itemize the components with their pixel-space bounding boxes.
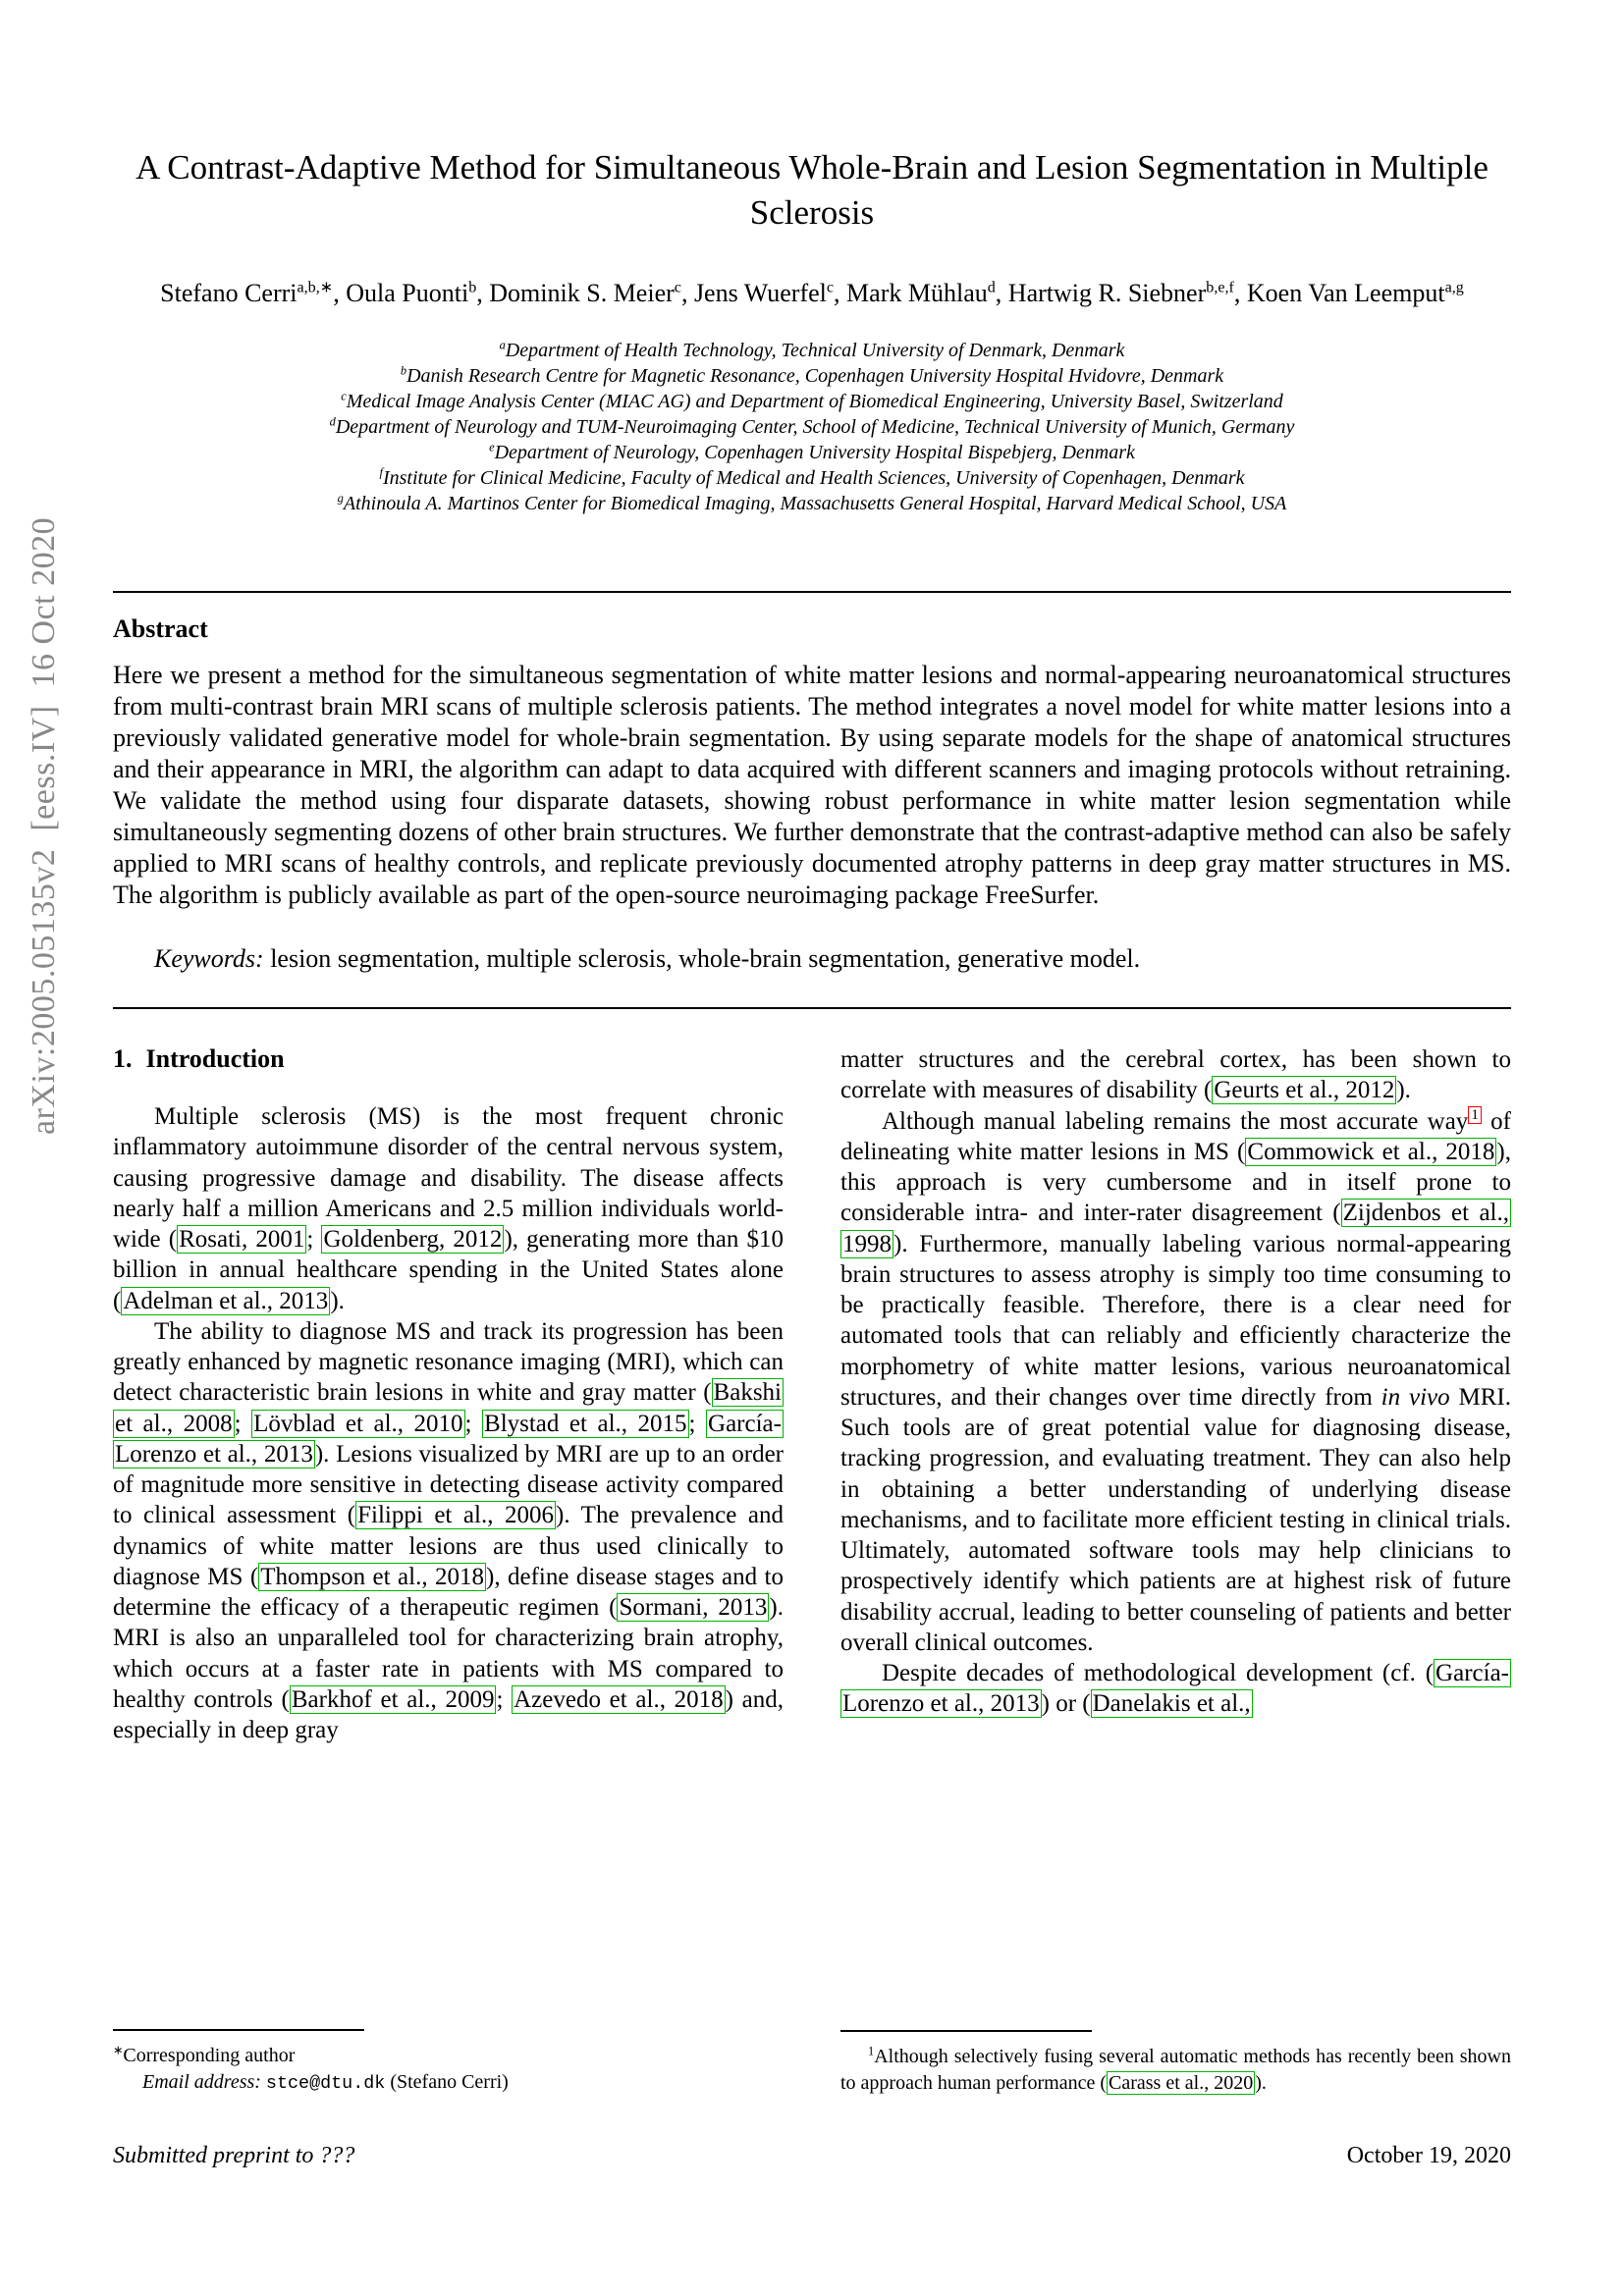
- affiliation-line: $^a$Department of Health Technology, Technical University of Denmark, Denmark: [499, 338, 1125, 362]
- author-affiliation-marker: a,g: [1444, 279, 1464, 296]
- affiliations: [113, 338, 1511, 516]
- affiliation-marker: d: [329, 414, 336, 429]
- author-name: Dominik S. Meier: [489, 279, 675, 308]
- author-affiliation-marker: b,e,f: [1206, 279, 1234, 296]
- affiliation-line: $^f$Institute for Clinical Medicine, Faculty of Medical and Health Sciences, University of Copenhagen, Denmark: [379, 465, 1245, 490]
- citation-link[interactable]: García-Lorenzo et al., 2013: [115, 1410, 782, 1468]
- affiliation-line: $^g$Athinoula A. Martinos Center for Biomedical Imaging, Massachusetts General Hospital, Harvard Medical School, USA: [337, 491, 1287, 515]
- footnote-rule-left: [113, 2029, 364, 2031]
- author-name: Koen Van Leemput: [1246, 279, 1445, 308]
- citation-link[interactable]: Lövblad et al., 2010: [253, 1410, 463, 1437]
- author-name: Mark Mühlau: [846, 279, 988, 308]
- citation-link[interactable]: Barkhof et al., 2009: [291, 1685, 495, 1713]
- citation-link[interactable]: Thompson et al., 2018: [260, 1563, 484, 1590]
- citation-link[interactable]: Zijdenbos et al., 1998: [842, 1200, 1510, 1257]
- paragraph: Although manual labeling remains the most accurate way $^1$ of delineating white matter lesions in MS (Commowick et al., 2018), this approach is very cumbersome and in itself prone to considerable intra- and inter-rater disagreement (Zijdenbos et al., 1998). Furthermore, manually labeling various normal-appearing brain structures to assess atrophy is simply too time consuming to be practically feasible. Therefore, there is a clear need for automated tools that can reliably and efficiently characterize the morphometry of white matter lesions, various neuroanatomical structures, and their changes over time directly from in vivo MRI. Such tools are of great potential value for diagnosing disease, tracking progression, and evaluating treatment. They can also help in obtaining a better understanding of underlying disease mechanisms, and to facilitate more efficient testing in clinical trials. Ultimately, automated software tools may help clinicians to prospectively identify which patients are at highest risk of future disability accrual, leading to better counseling of patients and better overall clinical outcomes.: [840, 1107, 1512, 1656]
- keywords-text: lesion segmentation, multiple sclerosis, whole-brain segmentation, generative model.: [263, 944, 1141, 974]
- right-column-text: [840, 1044, 1511, 1720]
- citation-link[interactable]: Sormani, 2013: [619, 1594, 768, 1622]
- author-name: Oula Puonti: [346, 279, 469, 308]
- keywords-label: Keywords:: [154, 944, 264, 974]
- email-note: [113, 2069, 784, 2096]
- email-owner: (Stefano Cerri): [385, 2070, 509, 2093]
- paragraph: The ability to diagnose MS and track its progression has been greatly enhanced by magnetic resonance imaging (MRI), which can detect characteristic brain lesions in white and gray matter (Bakshi et al., 2008; Lövblad et al., 2010; Blystad et al., 2015; García-Lorenzo et al., 2013). Lesions visualized by MRI are up to an order of magnitude more sensitive in detecting disease activity compared to clinical assessment (Filippi et al., 2006). The prevalence and dynamics of white matter lesions are thus used clinically to diagnose MS (Thompson et al., 2018), define disease stages and to determine the efficacy of a therapeutic regimen (Sormani, 2013). MRI is also an unparalleled tool for characterizing brain atrophy, which occurs at a faster rate in patients with MS compared to healthy controls (Barkhof et al., 2009; Azevedo et al., 2018) and, especially in deep gray: [113, 1317, 785, 1744]
- affiliation-marker: a: [499, 338, 506, 352]
- abstract-heading: Abstract: [113, 614, 208, 644]
- affiliation-marker: g: [337, 491, 344, 506]
- author-name: Jens Wuerfel: [693, 279, 827, 308]
- affiliation-marker: c: [341, 389, 347, 403]
- paragraph: Despite decades of methodological development (cf. (García-Lorenzo et al., 2013) or (Danelakis et al.,: [842, 1660, 1509, 1718]
- affiliation-line: $^d$Department of Neurology and TUM-Neuroimaging Center, School of Medicine, Technical University of Munich, Germany: [329, 414, 1295, 439]
- left-footnotes: [113, 2029, 784, 2096]
- affiliation-line: $^b$Danish Research Centre for Magnetic Resonance, Copenhagen University Hospital Hvidovre, Denmark: [400, 363, 1224, 388]
- right-footnotes: [840, 2030, 1511, 2096]
- citation-link[interactable]: Commowick et al., 2018: [1247, 1138, 1495, 1165]
- author-affiliation-marker: c: [674, 279, 681, 296]
- arxiv-watermark: arXiv:2005.05135v2 [eess.IV] 16 Oct 2020: [26, 516, 62, 1135]
- affiliation-marker: f: [379, 465, 383, 480]
- citation-link[interactable]: Geurts et al., 2012: [1214, 1077, 1395, 1104]
- author-name: Hartwig R. Siebner: [1007, 279, 1207, 308]
- citation-link[interactable]: Filippi et al., 2006: [357, 1502, 555, 1529]
- abstract-text: Here we present a method for the simultaneous segmentation of white matter lesions and normal-appearing neuroanatomical structures from multi-contrast brain MRI scans of multiple sclerosis patients. The method integrates a novel model for white matter lesions into a previously validated generative model for whole-brain segmentation. By using separate models for the shape of anatomical structures and their appearance in MRI, the algorithm can adapt to data acquired with different scanners and imaging protocols without retraining. We validate the method using four disparate datasets, showing robust performance in white matter lesion segmentation while simultaneously segmenting dozens of other brain structures. We further demonstrate that the contrast-adaptive method can also be safely applied to MRI scans of healthy controls, and replicate previously documented atrophy patterns in deep gray matter structures in MS. The algorithm is publicly available as part of the open-source neuroimaging package FreeSurfer.: [113, 661, 1511, 910]
- section-heading-introduction: [113, 1044, 784, 1074]
- corresponding-author-label: Corresponding author: [123, 2045, 296, 2067]
- italic-text: in vivo: [1380, 1383, 1450, 1411]
- section-number: 1.: [113, 1044, 133, 1074]
- page-content: [113, 145, 1511, 2169]
- citation-link[interactable]: Danelakis et al.,: [1092, 1690, 1251, 1718]
- section-title: Introduction: [145, 1044, 285, 1074]
- citation-link[interactable]: Bakshi et al., 2008: [115, 1379, 782, 1437]
- footer-date: October 19, 2020: [1346, 2143, 1511, 2168]
- author-affiliation-marker: c: [826, 279, 835, 296]
- affiliation-line: $^c$Medical Image Analysis Center (MIAC AG) and Department of Biomedical Engineering, University Basel, Switzerland: [341, 389, 1283, 413]
- paragraph: matter structures and the cerebral cortex, has been shown to correlate with measures of disability (Geurts et al., 2012).: [840, 1046, 1511, 1104]
- author-name: Stefano Cerri: [160, 279, 298, 308]
- right-column: [840, 1044, 1511, 2096]
- affiliation-line: $^e$Department of Neurology, Copenhagen University Hospital Bispebjerg, Denmark: [489, 440, 1135, 464]
- footnote-rule-right: [840, 2030, 1092, 2032]
- author-line: Stefano Cerri$^{a,b,∗}$, Oula Puonti$^b$, Dominik S. Meier$^c$, Jens Wuerfel$^c$, Mark Mühlau$^d$, Hartwig R. Siebner$^{b,e,f}$, Koen Van Leemput$^{a,g}$: [160, 279, 1464, 308]
- citation-link[interactable]: Carass et al., 2020: [1109, 2071, 1254, 2094]
- email-label: Email address:: [142, 2070, 266, 2093]
- footnote-1-text: Although selectively fusing several automatic methods has recently been shown to approach human performance ( Carass et al., 2020 ).: [840, 2046, 1511, 2094]
- abstract-block: [113, 591, 1511, 1009]
- paragraph: Multiple sclerosis (MS) is the most frequent chronic inflammatory autoimmune disorder of the central nervous system, causing progressive damage and disability. The disease affects nearly half a million Americans and 2.5 million individuals world-wide (Rosati, 2001; Goldenberg, 2012), generating more than $10 billion in annual healthcare spending in the United States alone (Adelman et al., 2013).: [113, 1103, 784, 1314]
- corresponding-author-note: [113, 2043, 784, 2068]
- citation-link[interactable]: Rosati, 2001: [179, 1226, 305, 1254]
- citation-link[interactable]: García-Lorenzo et al., 2013: [842, 1660, 1509, 1718]
- corresponding-author-marker: ∗: [113, 2043, 124, 2057]
- footnote-ref[interactable]: 1: [1468, 1106, 1482, 1124]
- paper-title: A Contrast-Adaptive Method for Simultaneous Whole-Brain and Lesion Segmentation in Multiple Sclerosis: [135, 148, 1489, 233]
- citation-link[interactable]: Azevedo et al., 2018: [514, 1685, 724, 1713]
- citation-link[interactable]: Blystad et al., 2015: [484, 1410, 687, 1437]
- two-column-body: [113, 1044, 1511, 2096]
- keywords-line: [113, 944, 1511, 974]
- email-link[interactable]: stce@dtu.dk: [265, 2072, 386, 2094]
- citation-link[interactable]: Goldenberg, 2012: [323, 1226, 503, 1254]
- footnote-1: [840, 2044, 1511, 2096]
- left-column: [113, 1044, 784, 2096]
- footnote-1-marker: 1: [868, 2044, 875, 2058]
- author-affiliation-marker: b: [468, 279, 477, 296]
- citation-link[interactable]: Adelman et al., 2013: [123, 1287, 329, 1314]
- affiliation-marker: e: [489, 440, 495, 454]
- affiliation-marker: b: [400, 363, 407, 378]
- page-footer: [113, 2143, 1511, 2169]
- left-column-text: [113, 1101, 784, 1745]
- footer-preprint-note: Submitted preprint to ???: [113, 2143, 355, 2168]
- author-affiliation-marker: a,b,∗: [297, 279, 334, 296]
- author-affiliation-marker: d: [987, 279, 996, 296]
